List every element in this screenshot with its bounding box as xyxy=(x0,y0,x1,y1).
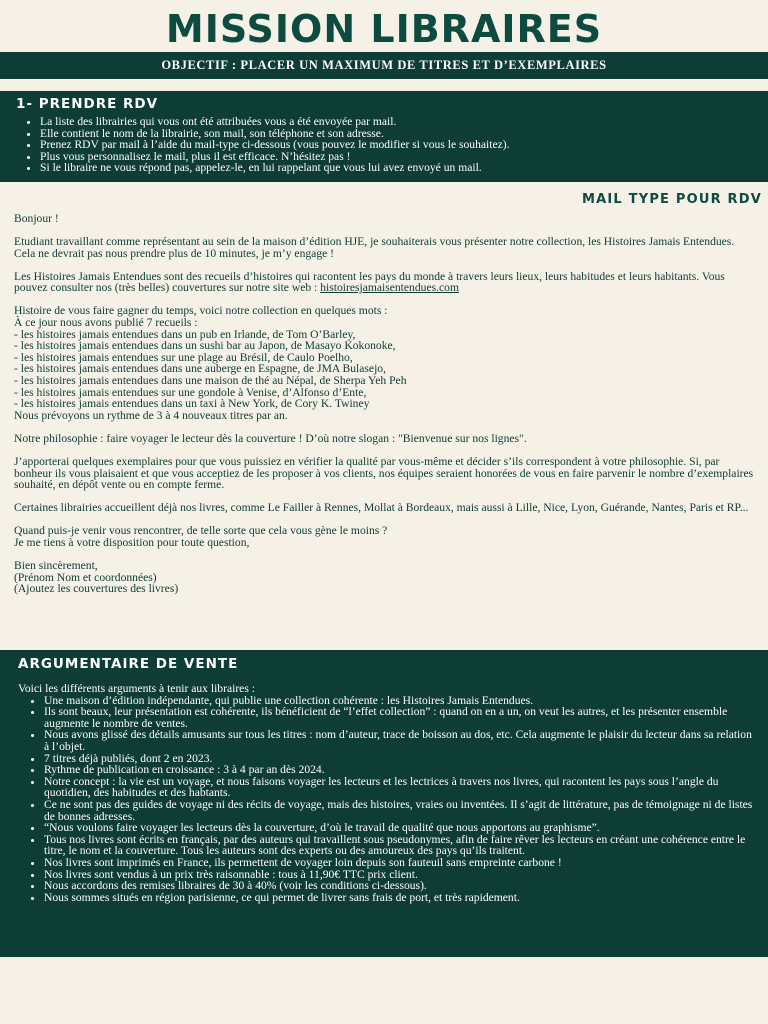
list-item: • La liste des librairies qui vous ont été attribuées vous a été envoyée par mail. xyxy=(40,116,756,128)
list-item: • Rythme de publication en croissance : 3 à 4 par an dès 2024. xyxy=(44,764,756,776)
mail-type-heading: MAIL TYPE POUR RDV xyxy=(582,191,762,207)
list-item: • Nos livres sont imprimés en France, ils permettent de voyager loin depuis son fauteuil sans empreinte carbone ! xyxy=(44,857,756,869)
list-item: • Nous accordons des remises libraires de 30 à 40% (voir les conditions ci-dessous). xyxy=(44,880,756,892)
mail-paragraph-collection xyxy=(14,271,754,294)
list-item: • Nous avons glissé des détails amusants sur tous les titres : nom d’auteur, trace de boisson au dos, etc. Cela augmente le plaisir du lecteur dans sa relation à l’objet. xyxy=(44,729,756,752)
section-prendre-rdv xyxy=(0,91,768,182)
argumentaire-intro: Voici les différents arguments à tenir aux libraires : xyxy=(18,682,255,695)
list-item: • Elle contient le nom de la librairie, son mail, son téléphone et son adresse. xyxy=(40,128,756,140)
mail-paragraph-samples: J’apporterai quelques exemplaires pour que vous puissiez en vérifier la qualité par vous-même et décider s’ils correspondent à votre philosophie. Si, par bonheur ils vous plaisaient et que vous acceptiez de les proposer à vos clients, nos équipes seraient honorées de vous en faire parvenir le nombre d’exemplaires souhaité, en dépôt vente ou en compte ferme. xyxy=(14,454,754,492)
page-title: MISSION LIBRAIRES xyxy=(165,7,603,51)
list-item: • Plus vous personnalisez le mail, plus il est efficace. N’hésitez pas ! xyxy=(40,151,756,163)
mail-paragraph-bookstores: Certaines librairies accueillent déjà nos livres, comme Le Failler à Rennes, Mollat à Bordeaux, mais aussi à Lille, Nice, Lyon, Guérande, Nantes, Paris et RP... xyxy=(14,501,749,515)
mail-greeting: Bonjour ! xyxy=(14,211,59,225)
list-item: • Ce ne sont pas des guides de voyage ni des récits de voyage, mais des histoires, vraies ou inventées. Il s’agit de littérature, pas de témoignage ni de listes de bonnes adresses. xyxy=(44,799,756,822)
list-item: • Tous nos livres sont écrits en français, par des auteurs qui travaillent sous pseudonymes, afin de faire rêver les lecteurs en créant une cohérence entre le titre, le nom et la couverture. Tous les auteurs sont des experts ou des amoureux des pays qu’ils traitent. xyxy=(44,834,756,857)
objective-banner: OBJECTIF : PLACER UN MAXIMUM DE TITRES ET D’EXEMPLAIRES xyxy=(0,52,768,79)
list-item: • 7 titres déjà publiés, dont 2 en 2023. xyxy=(44,753,756,765)
section-heading-prendre-rdv: 1- PRENDRE RDV xyxy=(16,96,159,112)
list-item: • Si le libraire ne vous répond pas, appelez-le, en lui rappelant que vous lui avez envoyé un mail. xyxy=(40,162,756,174)
list-item: • Nos livres sont vendus à un prix très raisonnable : tous à 11,90€ TTC prix client. xyxy=(44,869,756,881)
mail-closing: Bien sincèrement, (Prénom Nom et coordonnées) (Ajoutez les couvertures des livres) xyxy=(14,559,179,596)
mail-paragraph-philosophy: Notre philosophie : faire voyager le lecteur dès la couverture ! D’où notre slogan : "Bienvenue sur nos lignes". xyxy=(14,431,527,445)
rdv-instructions-list xyxy=(16,116,756,174)
mail-paragraph-meeting: Quand puis-je venir vous rencontrer, de telle sorte que cela vous gène le moins ? Je me tiens à votre disposition pour toute question, xyxy=(14,524,388,549)
list-item: • Notre concept : la vie est un voyage, et nous faisons voyager les lecteurs et les lectrices à travers nos livres, qui racontent les pays sous l’angle du quotidien, des habitudes et des habtants. xyxy=(44,776,756,799)
list-item: • Nous sommes situés en région parisienne, ce qui permet de livrer sans frais de port, et très rapidement. xyxy=(44,892,756,904)
section-heading-argumentaire: ARGUMENTAIRE DE VENTE xyxy=(18,656,239,672)
list-item: • Prenez RDV par mail à l’aide du mail-type ci-dessous (vous pouvez le modifier si vous le souhaitez). xyxy=(40,139,756,151)
mail-paragraph-intro: Etudiant travaillant comme représentant au sein de la maison d’édition HJE, je souhaiterais vous présenter notre collection, les Histoires Jamais Entendues. Cela ne devrait pas nous prendre plus de 10 minutes, je m’y engage ! xyxy=(14,235,735,260)
website-link[interactable]: histoiresjamaisentendues.com xyxy=(320,281,459,295)
list-item: • “Nous voulons faire voyager les lecteurs dès la couverture, d’où le travail de qualité que nous apportons au graphisme”. xyxy=(44,822,756,834)
mail-paragraph-text: Les Histoires Jamais Entendues sont des recueils d’histoires qui racontent les pays du monde à travers leurs lieux, leurs habitudes et leurs habitants. Vous pouvez consulter nos (très belles) couvertures sur notre site web : xyxy=(14,269,725,295)
list-item: • Une maison d’édition indépendante, qui publie une collection cohérente : les Histoires Jamais Entendues. xyxy=(44,695,756,707)
section-argumentaire xyxy=(0,650,768,957)
mail-template-body xyxy=(0,208,768,595)
sales-arguments-list xyxy=(18,695,756,904)
list-item: • Ils sont beaux, leur présentation est cohérente, ils bénéficient de “l’effet collection” : quand on en a un, on veut les autres, et les présenter ensemble augmente le nombre de ventes. xyxy=(44,706,756,729)
mail-paragraph-titles: Histoire de vous faire gagner du temps, voici notre collection en quelques mots : À ce jour nous avons publié 7 recueils : - les histoires jamais entendues dans un pub en Irlande, de Tom O’Barley, - les histoires jamais entendues dans un sushi bar au Japon, de Masayo Kokonoke, - les histoires jamais entendues sur une plage au Brésil, de Caulo Poelho, - les histoires jamais entendues dans une auberge en Espagne, de JMA Bulasejo, - les histoires jamais entendues dans une maison de thé au Népal, de Sherpa Yeh Peh - les histoires jamais entendues sur une gondole à Venise, d’Alfonso d’Ente, - les histoires jamais entendues dans un taxi à New York, de Cory K. Twiney Nous prévoyons un rythme de 3 à 4 nouveaux titres par an. xyxy=(14,304,407,422)
